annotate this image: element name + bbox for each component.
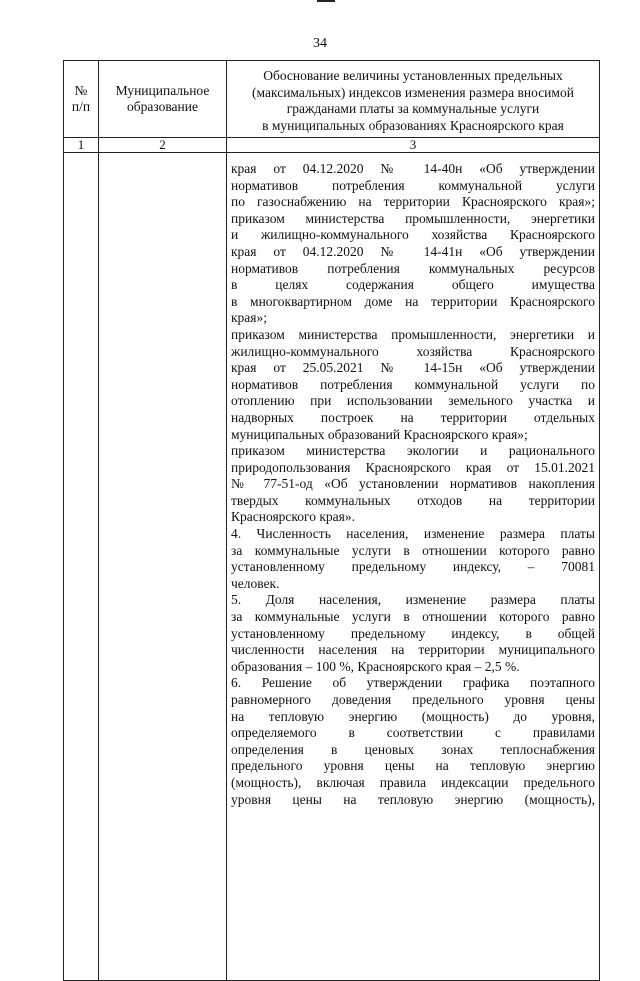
body-text-line: в многоквартирном доме на территории Красноярского <box>231 293 595 309</box>
page-number: 34 <box>313 36 327 51</box>
body-text-line: образования – 100 %, Красноярского края – 2,5 %. <box>231 658 520 674</box>
body-text-line: природопользования Красноярского края от 15.01.2021 <box>231 459 595 475</box>
body-text-line: приказом министерства промышленности, энергетики <box>231 210 595 226</box>
body-text-line: приказом министерства промышленности, энергетики и <box>231 326 595 342</box>
column-numbers-row <box>64 138 600 153</box>
body-text-line: 5. Доля населения, изменение размера платы <box>231 592 595 608</box>
body-text-line: по газоснабжению на территории Красноярского края»; <box>231 194 595 210</box>
body-text-line: определения в ценовых зонах теплоснабжения <box>231 741 595 757</box>
body-text-line: 4. Численность населения, изменение размера платы <box>231 526 595 542</box>
column-number-1: 1 <box>64 138 99 153</box>
body-row <box>64 153 600 981</box>
body-col-municipality <box>99 153 227 981</box>
body-text-line: приказом министерства экологии и рационального <box>231 443 595 459</box>
body-text-line: (мощность), включая правила индексации предельного <box>231 774 595 790</box>
header-col-municipality-line1: Муниципальное <box>115 82 210 98</box>
body-text-line: края»; <box>231 310 268 326</box>
body-col-justification <box>227 153 600 981</box>
header-col-number <box>64 61 99 138</box>
body-text-line: твердых коммунальных отходов на территории <box>231 492 595 508</box>
header-col-justification-line2: (максимальных) индексов изменения размера вносимой <box>252 84 574 100</box>
header-col-number-line1: № <box>74 82 88 98</box>
header-col-justification-line4: в муниципальных образованиях Красноярского края <box>262 117 564 133</box>
body-text-line: и жилищно-коммунального хозяйства Красноярского <box>231 227 595 243</box>
body-text-line: нормативов потребления коммунальной услуги <box>231 177 595 193</box>
header-col-justification <box>227 61 600 138</box>
body-text-line: 6. Решение об утверждении графика поэтапного <box>231 675 595 691</box>
body-text-line: надворных построек на территории отдельных <box>231 409 595 425</box>
document-table <box>63 60 600 981</box>
top-mark <box>317 0 335 2</box>
body-text-line: Красноярского края». <box>231 509 355 525</box>
body-text-line: определяемого в соответствии с правилами <box>231 725 595 741</box>
body-text-line: отоплению при использовании земельного участка и <box>231 393 595 409</box>
body-col-number <box>64 153 99 981</box>
header-col-municipality <box>99 61 227 138</box>
body-text-line: жилищно-коммунального хозяйства Красноярского <box>231 343 595 359</box>
header-col-number-line2: п/п <box>71 99 91 114</box>
body-text-line: края от 25.05.2021 № 14-15н «Об утверждении <box>231 360 595 376</box>
body-text-line: установленному предельному индексу, в общей <box>231 625 595 641</box>
body-text-line: нормативов потребления коммунальных ресурсов <box>231 260 595 276</box>
body-text-line: уровня цены на тепловую энергию (мощность), <box>231 791 595 807</box>
body-text-line: нормативов потребления коммунальной услуги по <box>231 376 595 392</box>
body-text-line: предельного уровня цены на тепловую энергию <box>231 758 595 774</box>
body-text-line: на тепловую энергию (мощность) до уровня, <box>231 708 595 724</box>
header-col-justification-line3: гражданами платы за коммунальные услуги <box>286 101 540 116</box>
body-text-line: установленному предельному индексу, – 70081 <box>231 559 595 575</box>
body-text-line: за коммунальные услуги в отношении которого равно <box>231 542 595 558</box>
body-text-line: человек. <box>231 575 280 591</box>
header-row <box>64 61 600 138</box>
body-text-line: за коммунальные услуги в отношении которого равно <box>231 609 595 625</box>
body-text-line: муниципальных образований Красноярского края»; <box>231 426 528 442</box>
body-text-line: края от 04.12.2020 № 14-41н «Об утверждении <box>231 243 595 259</box>
header-col-justification-line1: Обоснование величины установленных предельных <box>263 68 563 83</box>
column-number-3: 3 <box>227 138 600 153</box>
body-text-line: численности населения на территории муниципального <box>231 642 595 658</box>
body-text-line: № 77-51-од «Об установлении нормативов накопления <box>231 476 595 492</box>
body-text-line: в целях содержания общего имущества <box>231 277 595 293</box>
body-text-line: края от 04.12.2020 № 14-40н «Об утверждении <box>231 161 595 176</box>
column-number-2: 2 <box>99 138 227 153</box>
body-text-line: равномерного доведения предельного уровня цены <box>231 692 595 707</box>
header-col-municipality-line2: образование <box>127 99 198 114</box>
